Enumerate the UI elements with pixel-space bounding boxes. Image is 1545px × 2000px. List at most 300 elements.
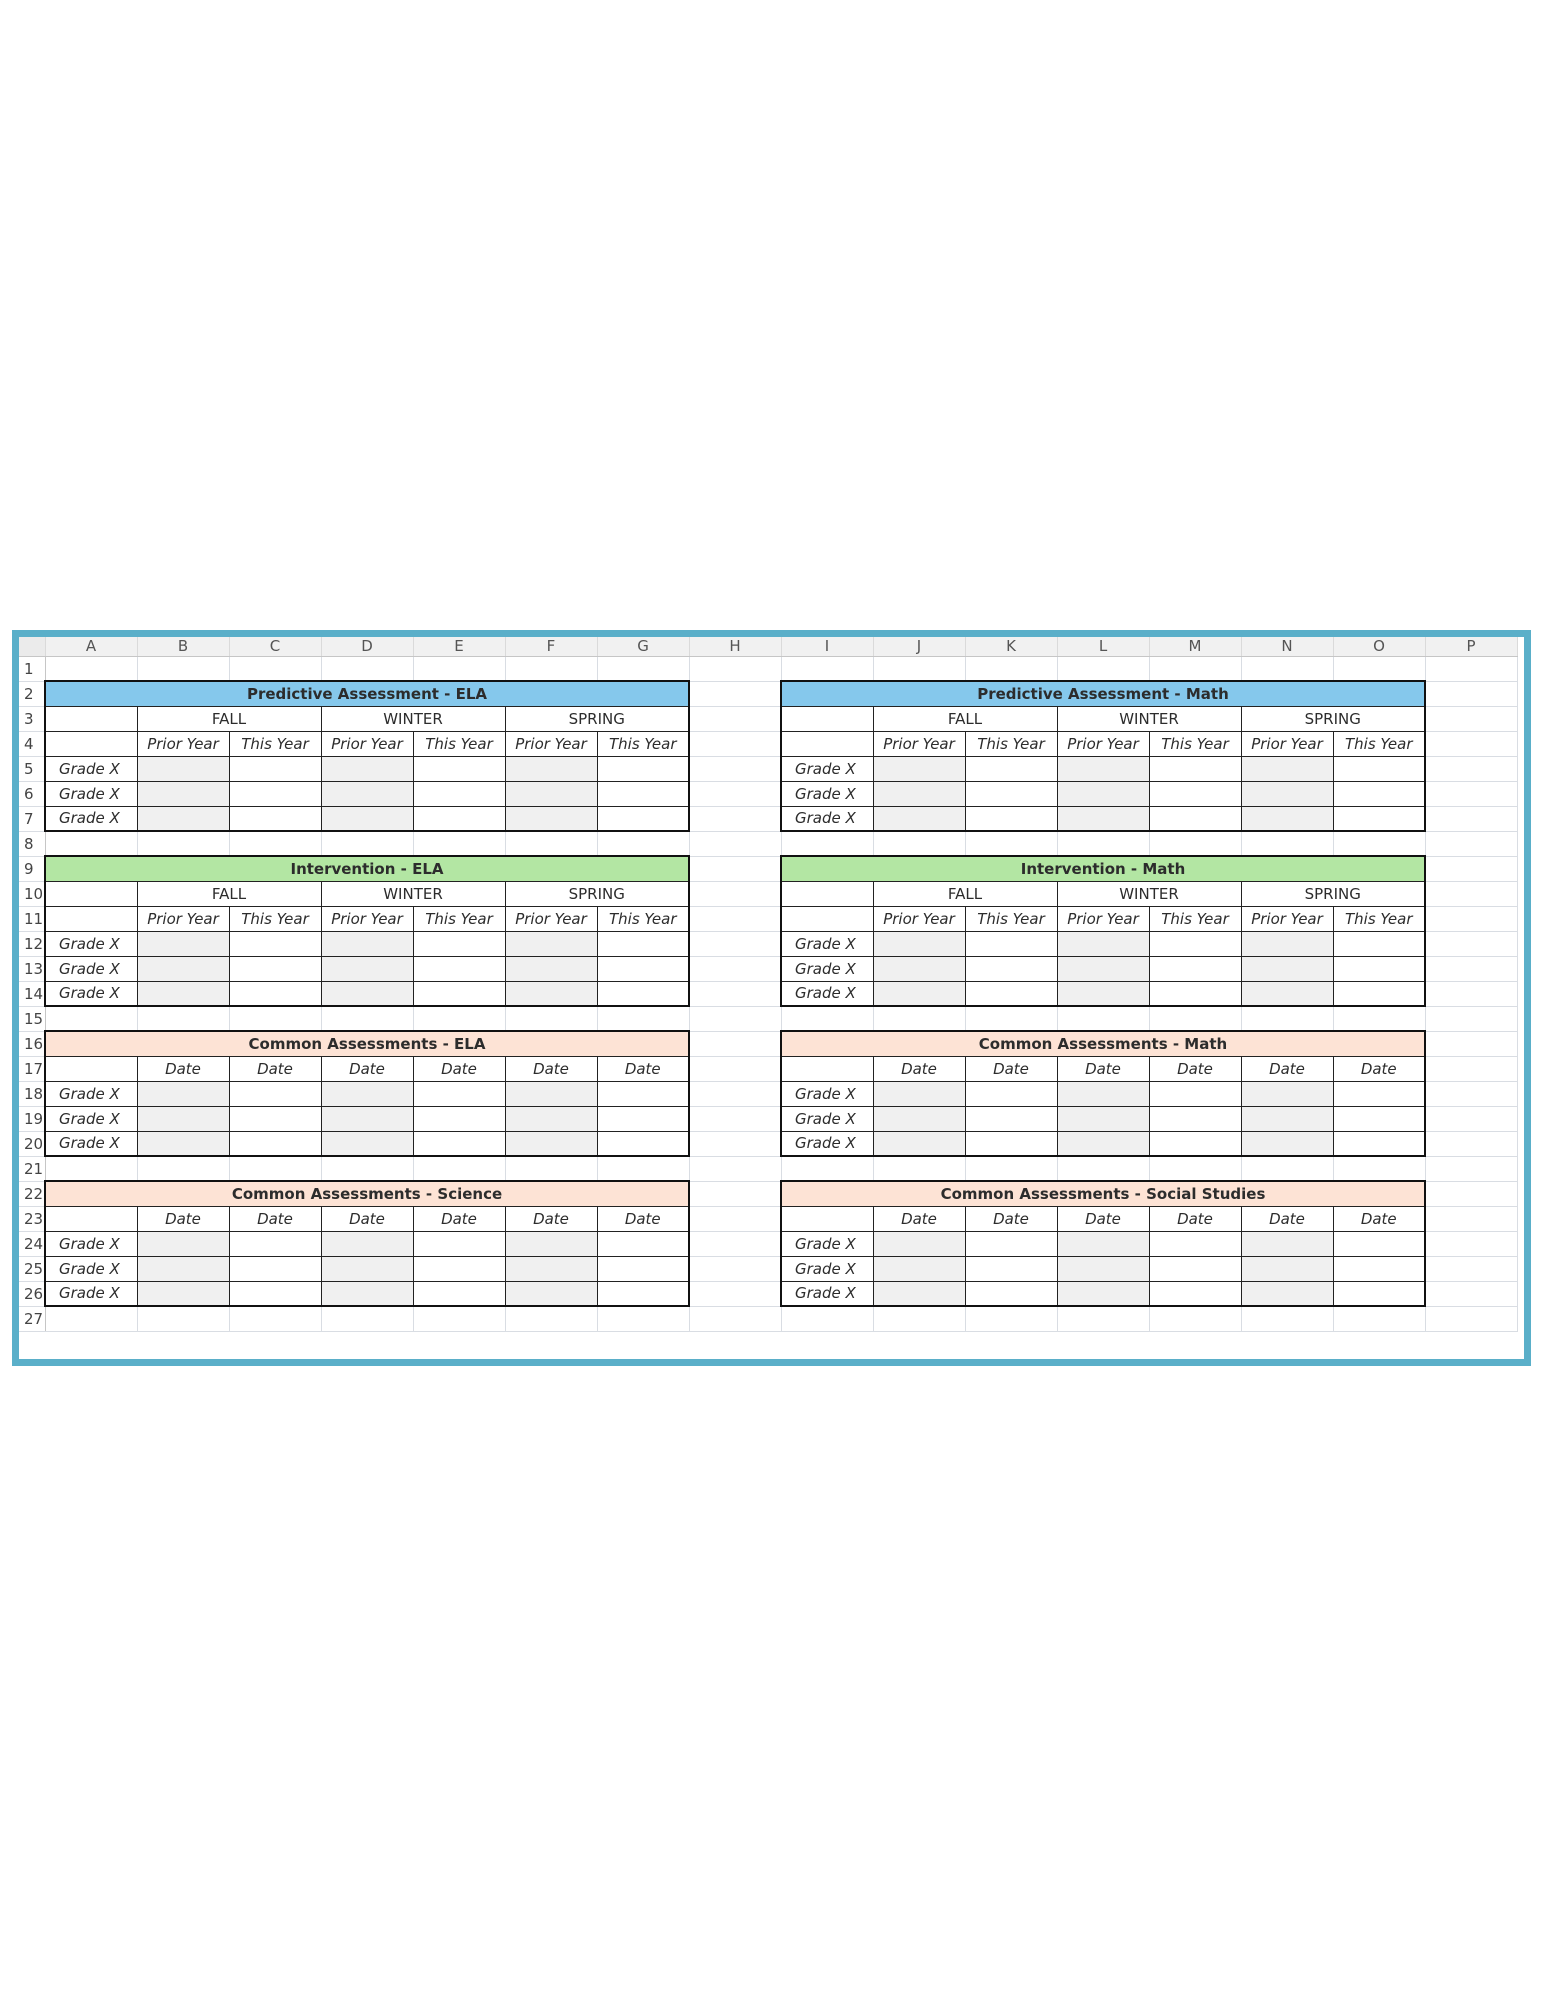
data-cell[interactable] bbox=[321, 806, 413, 831]
data-cell[interactable] bbox=[597, 1081, 689, 1106]
data-cell[interactable] bbox=[597, 756, 689, 781]
empty-cell[interactable] bbox=[689, 931, 781, 956]
empty-cell[interactable] bbox=[1057, 656, 1149, 681]
empty-cell[interactable] bbox=[505, 1306, 597, 1331]
empty-cell[interactable] bbox=[1149, 656, 1241, 681]
data-cell[interactable] bbox=[965, 1106, 1057, 1131]
empty-cell[interactable] bbox=[689, 1006, 781, 1031]
data-cell[interactable] bbox=[873, 806, 965, 831]
data-cell[interactable] bbox=[1333, 1081, 1425, 1106]
data-cell[interactable] bbox=[873, 1281, 965, 1306]
empty-cell[interactable] bbox=[1425, 1256, 1517, 1281]
empty-cell[interactable] bbox=[1425, 1156, 1517, 1181]
data-cell[interactable] bbox=[1241, 1106, 1333, 1131]
empty-cell[interactable] bbox=[1425, 1081, 1517, 1106]
empty-cell[interactable] bbox=[1333, 1156, 1425, 1181]
empty-cell[interactable] bbox=[1425, 681, 1517, 706]
row-header[interactable]: 13 bbox=[19, 956, 45, 981]
column-header[interactable]: F bbox=[505, 637, 597, 656]
data-cell[interactable] bbox=[965, 1081, 1057, 1106]
data-cell[interactable] bbox=[137, 1256, 229, 1281]
data-cell[interactable] bbox=[413, 956, 505, 981]
data-cell[interactable] bbox=[321, 981, 413, 1006]
row-header[interactable]: 3 bbox=[19, 706, 45, 731]
empty-cell[interactable] bbox=[689, 1131, 781, 1156]
empty-cell[interactable] bbox=[505, 656, 597, 681]
empty-cell[interactable] bbox=[1425, 856, 1517, 881]
row-header[interactable]: 5 bbox=[19, 756, 45, 781]
data-cell[interactable] bbox=[1241, 1231, 1333, 1256]
column-header[interactable]: J bbox=[873, 637, 965, 656]
empty-cell[interactable] bbox=[1149, 831, 1241, 856]
data-cell[interactable] bbox=[1241, 756, 1333, 781]
row-header[interactable]: 4 bbox=[19, 731, 45, 756]
empty-cell[interactable] bbox=[689, 881, 781, 906]
empty-cell[interactable] bbox=[1333, 1006, 1425, 1031]
data-cell[interactable] bbox=[1057, 956, 1149, 981]
empty-cell[interactable] bbox=[413, 1156, 505, 1181]
empty-cell[interactable] bbox=[1425, 1056, 1517, 1081]
data-cell[interactable] bbox=[1241, 1281, 1333, 1306]
data-cell[interactable] bbox=[1149, 781, 1241, 806]
data-cell[interactable] bbox=[1241, 806, 1333, 831]
empty-cell[interactable] bbox=[1425, 831, 1517, 856]
data-cell[interactable] bbox=[505, 1231, 597, 1256]
data-cell[interactable] bbox=[1333, 756, 1425, 781]
data-cell[interactable] bbox=[1333, 1256, 1425, 1281]
data-cell[interactable] bbox=[505, 781, 597, 806]
data-cell[interactable] bbox=[965, 981, 1057, 1006]
data-cell[interactable] bbox=[1333, 806, 1425, 831]
row-header[interactable]: 17 bbox=[19, 1056, 45, 1081]
data-cell[interactable] bbox=[321, 1231, 413, 1256]
data-cell[interactable] bbox=[1057, 1231, 1149, 1256]
data-cell[interactable] bbox=[597, 956, 689, 981]
empty-cell[interactable] bbox=[781, 656, 873, 681]
empty-cell[interactable] bbox=[689, 781, 781, 806]
data-cell[interactable] bbox=[597, 781, 689, 806]
data-cell[interactable] bbox=[965, 1131, 1057, 1156]
data-cell[interactable] bbox=[229, 756, 321, 781]
data-cell[interactable] bbox=[505, 1256, 597, 1281]
data-cell[interactable] bbox=[505, 1081, 597, 1106]
empty-cell[interactable] bbox=[689, 1031, 781, 1056]
empty-cell[interactable] bbox=[597, 1006, 689, 1031]
data-cell[interactable] bbox=[1057, 981, 1149, 1006]
select-all-corner[interactable] bbox=[19, 637, 45, 656]
data-cell[interactable] bbox=[505, 981, 597, 1006]
data-cell[interactable] bbox=[873, 931, 965, 956]
column-header[interactable]: O bbox=[1333, 637, 1425, 656]
data-cell[interactable] bbox=[229, 931, 321, 956]
data-cell[interactable] bbox=[321, 756, 413, 781]
data-cell[interactable] bbox=[873, 756, 965, 781]
column-header[interactable]: A bbox=[45, 637, 137, 656]
row-header[interactable]: 19 bbox=[19, 1106, 45, 1131]
empty-cell[interactable] bbox=[1425, 1306, 1517, 1331]
data-cell[interactable] bbox=[873, 1106, 965, 1131]
empty-cell[interactable] bbox=[321, 1006, 413, 1031]
data-cell[interactable] bbox=[1149, 956, 1241, 981]
data-cell[interactable] bbox=[229, 1106, 321, 1131]
data-cell[interactable] bbox=[321, 1106, 413, 1131]
data-cell[interactable] bbox=[597, 1106, 689, 1131]
empty-cell[interactable] bbox=[781, 831, 873, 856]
empty-cell[interactable] bbox=[137, 831, 229, 856]
data-cell[interactable] bbox=[505, 1281, 597, 1306]
empty-cell[interactable] bbox=[689, 731, 781, 756]
empty-cell[interactable] bbox=[1425, 731, 1517, 756]
empty-cell[interactable] bbox=[1149, 1306, 1241, 1331]
empty-cell[interactable] bbox=[1149, 1006, 1241, 1031]
row-header[interactable]: 8 bbox=[19, 831, 45, 856]
data-cell[interactable] bbox=[597, 1256, 689, 1281]
data-cell[interactable] bbox=[229, 1256, 321, 1281]
empty-cell[interactable] bbox=[873, 1156, 965, 1181]
data-cell[interactable] bbox=[965, 956, 1057, 981]
empty-cell[interactable] bbox=[1425, 956, 1517, 981]
empty-cell[interactable] bbox=[1425, 906, 1517, 931]
data-cell[interactable] bbox=[1241, 781, 1333, 806]
empty-cell[interactable] bbox=[1333, 831, 1425, 856]
empty-cell[interactable] bbox=[137, 1306, 229, 1331]
empty-cell[interactable] bbox=[321, 1156, 413, 1181]
empty-cell[interactable] bbox=[1333, 656, 1425, 681]
data-cell[interactable] bbox=[137, 1231, 229, 1256]
empty-cell[interactable] bbox=[689, 656, 781, 681]
data-cell[interactable] bbox=[1333, 956, 1425, 981]
empty-cell[interactable] bbox=[1425, 756, 1517, 781]
data-cell[interactable] bbox=[1333, 1281, 1425, 1306]
data-cell[interactable] bbox=[137, 981, 229, 1006]
data-cell[interactable] bbox=[1333, 981, 1425, 1006]
empty-cell[interactable] bbox=[873, 1306, 965, 1331]
row-header[interactable]: 11 bbox=[19, 906, 45, 931]
empty-cell[interactable] bbox=[689, 756, 781, 781]
column-header[interactable]: K bbox=[965, 637, 1057, 656]
empty-cell[interactable] bbox=[689, 1106, 781, 1131]
empty-cell[interactable] bbox=[689, 831, 781, 856]
empty-cell[interactable] bbox=[1425, 706, 1517, 731]
data-cell[interactable] bbox=[1333, 1131, 1425, 1156]
empty-cell[interactable] bbox=[1425, 981, 1517, 1006]
data-cell[interactable] bbox=[505, 806, 597, 831]
empty-cell[interactable] bbox=[1425, 881, 1517, 906]
row-header[interactable]: 9 bbox=[19, 856, 45, 881]
data-cell[interactable] bbox=[413, 781, 505, 806]
column-header[interactable]: I bbox=[781, 637, 873, 656]
data-cell[interactable] bbox=[597, 806, 689, 831]
data-cell[interactable] bbox=[1149, 1281, 1241, 1306]
data-cell[interactable] bbox=[413, 1231, 505, 1256]
column-header[interactable]: M bbox=[1149, 637, 1241, 656]
data-cell[interactable] bbox=[505, 956, 597, 981]
row-header[interactable]: 15 bbox=[19, 1006, 45, 1031]
empty-cell[interactable] bbox=[45, 1306, 137, 1331]
data-cell[interactable] bbox=[137, 1081, 229, 1106]
data-cell[interactable] bbox=[505, 1131, 597, 1156]
data-cell[interactable] bbox=[965, 1231, 1057, 1256]
data-cell[interactable] bbox=[1149, 1256, 1241, 1281]
empty-cell[interactable] bbox=[1425, 1231, 1517, 1256]
empty-cell[interactable] bbox=[1057, 1156, 1149, 1181]
data-cell[interactable] bbox=[1333, 781, 1425, 806]
data-cell[interactable] bbox=[1149, 1131, 1241, 1156]
column-header[interactable]: B bbox=[137, 637, 229, 656]
data-cell[interactable] bbox=[965, 931, 1057, 956]
empty-cell[interactable] bbox=[413, 656, 505, 681]
data-cell[interactable] bbox=[1057, 1131, 1149, 1156]
empty-cell[interactable] bbox=[413, 1006, 505, 1031]
empty-cell[interactable] bbox=[1425, 1281, 1517, 1306]
row-header[interactable]: 10 bbox=[19, 881, 45, 906]
column-header[interactable]: N bbox=[1241, 637, 1333, 656]
empty-cell[interactable] bbox=[597, 1156, 689, 1181]
data-cell[interactable] bbox=[321, 1281, 413, 1306]
empty-cell[interactable] bbox=[689, 1206, 781, 1231]
data-cell[interactable] bbox=[873, 1131, 965, 1156]
data-cell[interactable] bbox=[1057, 1256, 1149, 1281]
data-cell[interactable] bbox=[1241, 1081, 1333, 1106]
empty-cell[interactable] bbox=[1057, 1306, 1149, 1331]
data-cell[interactable] bbox=[873, 1256, 965, 1281]
column-header[interactable]: G bbox=[597, 637, 689, 656]
data-cell[interactable] bbox=[137, 1281, 229, 1306]
empty-cell[interactable] bbox=[965, 1306, 1057, 1331]
empty-cell[interactable] bbox=[689, 681, 781, 706]
empty-cell[interactable] bbox=[413, 831, 505, 856]
row-header[interactable]: 27 bbox=[19, 1306, 45, 1331]
empty-cell[interactable] bbox=[689, 1181, 781, 1206]
data-cell[interactable] bbox=[413, 1131, 505, 1156]
data-cell[interactable] bbox=[229, 781, 321, 806]
empty-cell[interactable] bbox=[1241, 831, 1333, 856]
data-cell[interactable] bbox=[965, 781, 1057, 806]
empty-cell[interactable] bbox=[137, 1156, 229, 1181]
column-header[interactable]: D bbox=[321, 637, 413, 656]
empty-cell[interactable] bbox=[873, 656, 965, 681]
data-cell[interactable] bbox=[1057, 781, 1149, 806]
column-header[interactable]: P bbox=[1425, 637, 1517, 656]
data-cell[interactable] bbox=[873, 981, 965, 1006]
data-cell[interactable] bbox=[1057, 1081, 1149, 1106]
data-cell[interactable] bbox=[597, 1131, 689, 1156]
empty-cell[interactable] bbox=[321, 1306, 413, 1331]
data-cell[interactable] bbox=[505, 1106, 597, 1131]
empty-cell[interactable] bbox=[1425, 1131, 1517, 1156]
data-cell[interactable] bbox=[1149, 756, 1241, 781]
empty-cell[interactable] bbox=[229, 1306, 321, 1331]
data-cell[interactable] bbox=[321, 1256, 413, 1281]
empty-cell[interactable] bbox=[689, 1056, 781, 1081]
empty-cell[interactable] bbox=[1333, 1306, 1425, 1331]
row-header[interactable]: 14 bbox=[19, 981, 45, 1006]
data-cell[interactable] bbox=[1149, 1081, 1241, 1106]
empty-cell[interactable] bbox=[689, 1306, 781, 1331]
row-header[interactable]: 21 bbox=[19, 1156, 45, 1181]
data-cell[interactable] bbox=[597, 1281, 689, 1306]
data-cell[interactable] bbox=[137, 1106, 229, 1131]
empty-cell[interactable] bbox=[597, 656, 689, 681]
data-cell[interactable] bbox=[873, 1081, 965, 1106]
empty-cell[interactable] bbox=[1425, 1181, 1517, 1206]
data-cell[interactable] bbox=[413, 931, 505, 956]
row-header[interactable]: 18 bbox=[19, 1081, 45, 1106]
empty-cell[interactable] bbox=[1425, 656, 1517, 681]
data-cell[interactable] bbox=[229, 1081, 321, 1106]
empty-cell[interactable] bbox=[321, 656, 413, 681]
data-cell[interactable] bbox=[1057, 756, 1149, 781]
empty-cell[interactable] bbox=[689, 981, 781, 1006]
data-cell[interactable] bbox=[229, 981, 321, 1006]
data-cell[interactable] bbox=[413, 1256, 505, 1281]
empty-cell[interactable] bbox=[1241, 1156, 1333, 1181]
data-cell[interactable] bbox=[229, 956, 321, 981]
empty-cell[interactable] bbox=[1425, 1106, 1517, 1131]
row-header[interactable]: 16 bbox=[19, 1031, 45, 1056]
empty-cell[interactable] bbox=[1241, 1306, 1333, 1331]
row-header[interactable]: 2 bbox=[19, 681, 45, 706]
data-cell[interactable] bbox=[1241, 956, 1333, 981]
empty-cell[interactable] bbox=[321, 831, 413, 856]
empty-cell[interactable] bbox=[689, 1281, 781, 1306]
empty-cell[interactable] bbox=[781, 1156, 873, 1181]
row-header[interactable]: 7 bbox=[19, 806, 45, 831]
data-cell[interactable] bbox=[873, 781, 965, 806]
data-cell[interactable] bbox=[137, 781, 229, 806]
data-cell[interactable] bbox=[413, 1281, 505, 1306]
empty-cell[interactable] bbox=[1425, 1006, 1517, 1031]
row-header[interactable]: 1 bbox=[19, 656, 45, 681]
empty-cell[interactable] bbox=[229, 831, 321, 856]
data-cell[interactable] bbox=[413, 1081, 505, 1106]
empty-cell[interactable] bbox=[689, 856, 781, 881]
data-cell[interactable] bbox=[597, 931, 689, 956]
data-cell[interactable] bbox=[1241, 1256, 1333, 1281]
data-cell[interactable] bbox=[1149, 981, 1241, 1006]
empty-cell[interactable] bbox=[45, 1006, 137, 1031]
empty-cell[interactable] bbox=[505, 1006, 597, 1031]
empty-cell[interactable] bbox=[781, 1006, 873, 1031]
data-cell[interactable] bbox=[413, 1106, 505, 1131]
data-cell[interactable] bbox=[597, 1231, 689, 1256]
empty-cell[interactable] bbox=[229, 1006, 321, 1031]
data-cell[interactable] bbox=[1057, 931, 1149, 956]
empty-cell[interactable] bbox=[689, 906, 781, 931]
empty-cell[interactable] bbox=[965, 1006, 1057, 1031]
data-cell[interactable] bbox=[597, 981, 689, 1006]
empty-cell[interactable] bbox=[689, 956, 781, 981]
empty-cell[interactable] bbox=[689, 1256, 781, 1281]
data-cell[interactable] bbox=[965, 1281, 1057, 1306]
empty-cell[interactable] bbox=[137, 656, 229, 681]
data-cell[interactable] bbox=[1241, 931, 1333, 956]
data-cell[interactable] bbox=[321, 931, 413, 956]
data-cell[interactable] bbox=[413, 756, 505, 781]
empty-cell[interactable] bbox=[137, 1006, 229, 1031]
empty-cell[interactable] bbox=[1241, 1006, 1333, 1031]
data-cell[interactable] bbox=[137, 806, 229, 831]
row-header[interactable]: 25 bbox=[19, 1256, 45, 1281]
empty-cell[interactable] bbox=[689, 806, 781, 831]
empty-cell[interactable] bbox=[689, 1231, 781, 1256]
empty-cell[interactable] bbox=[689, 1081, 781, 1106]
data-cell[interactable] bbox=[1149, 1231, 1241, 1256]
empty-cell[interactable] bbox=[965, 831, 1057, 856]
data-cell[interactable] bbox=[965, 1256, 1057, 1281]
column-header[interactable]: L bbox=[1057, 637, 1149, 656]
empty-cell[interactable] bbox=[965, 1156, 1057, 1181]
data-cell[interactable] bbox=[229, 1281, 321, 1306]
empty-cell[interactable] bbox=[45, 656, 137, 681]
empty-cell[interactable] bbox=[965, 656, 1057, 681]
data-cell[interactable] bbox=[137, 1131, 229, 1156]
data-cell[interactable] bbox=[321, 956, 413, 981]
data-cell[interactable] bbox=[229, 1131, 321, 1156]
empty-cell[interactable] bbox=[781, 1306, 873, 1331]
empty-cell[interactable] bbox=[229, 1156, 321, 1181]
data-cell[interactable] bbox=[1149, 931, 1241, 956]
empty-cell[interactable] bbox=[1425, 931, 1517, 956]
row-header[interactable]: 26 bbox=[19, 1281, 45, 1306]
data-cell[interactable] bbox=[873, 956, 965, 981]
empty-cell[interactable] bbox=[873, 1006, 965, 1031]
data-cell[interactable] bbox=[321, 1081, 413, 1106]
empty-cell[interactable] bbox=[1425, 1206, 1517, 1231]
data-cell[interactable] bbox=[137, 956, 229, 981]
data-cell[interactable] bbox=[137, 756, 229, 781]
data-cell[interactable] bbox=[1057, 806, 1149, 831]
data-cell[interactable] bbox=[1057, 1281, 1149, 1306]
data-cell[interactable] bbox=[1333, 1106, 1425, 1131]
empty-cell[interactable] bbox=[1057, 831, 1149, 856]
empty-cell[interactable] bbox=[1241, 656, 1333, 681]
data-cell[interactable] bbox=[1241, 981, 1333, 1006]
empty-cell[interactable] bbox=[1057, 1006, 1149, 1031]
row-header[interactable]: 20 bbox=[19, 1131, 45, 1156]
empty-cell[interactable] bbox=[229, 656, 321, 681]
empty-cell[interactable] bbox=[873, 831, 965, 856]
empty-cell[interactable] bbox=[45, 1156, 137, 1181]
data-cell[interactable] bbox=[1057, 1106, 1149, 1131]
empty-cell[interactable] bbox=[505, 1156, 597, 1181]
empty-cell[interactable] bbox=[597, 831, 689, 856]
data-cell[interactable] bbox=[1149, 806, 1241, 831]
data-cell[interactable] bbox=[1149, 1106, 1241, 1131]
empty-cell[interactable] bbox=[689, 706, 781, 731]
data-cell[interactable] bbox=[137, 931, 229, 956]
data-cell[interactable] bbox=[229, 806, 321, 831]
data-cell[interactable] bbox=[1241, 1131, 1333, 1156]
empty-cell[interactable] bbox=[505, 831, 597, 856]
data-cell[interactable] bbox=[965, 806, 1057, 831]
empty-cell[interactable] bbox=[1425, 781, 1517, 806]
row-header[interactable]: 12 bbox=[19, 931, 45, 956]
data-cell[interactable] bbox=[873, 1231, 965, 1256]
column-header[interactable]: E bbox=[413, 637, 505, 656]
empty-cell[interactable] bbox=[45, 831, 137, 856]
row-header[interactable]: 6 bbox=[19, 781, 45, 806]
row-header[interactable]: 23 bbox=[19, 1206, 45, 1231]
data-cell[interactable] bbox=[505, 756, 597, 781]
data-cell[interactable] bbox=[413, 981, 505, 1006]
data-cell[interactable] bbox=[505, 931, 597, 956]
empty-cell[interactable] bbox=[597, 1306, 689, 1331]
empty-cell[interactable] bbox=[689, 1156, 781, 1181]
data-cell[interactable] bbox=[413, 806, 505, 831]
data-cell[interactable] bbox=[965, 756, 1057, 781]
column-header[interactable]: C bbox=[229, 637, 321, 656]
